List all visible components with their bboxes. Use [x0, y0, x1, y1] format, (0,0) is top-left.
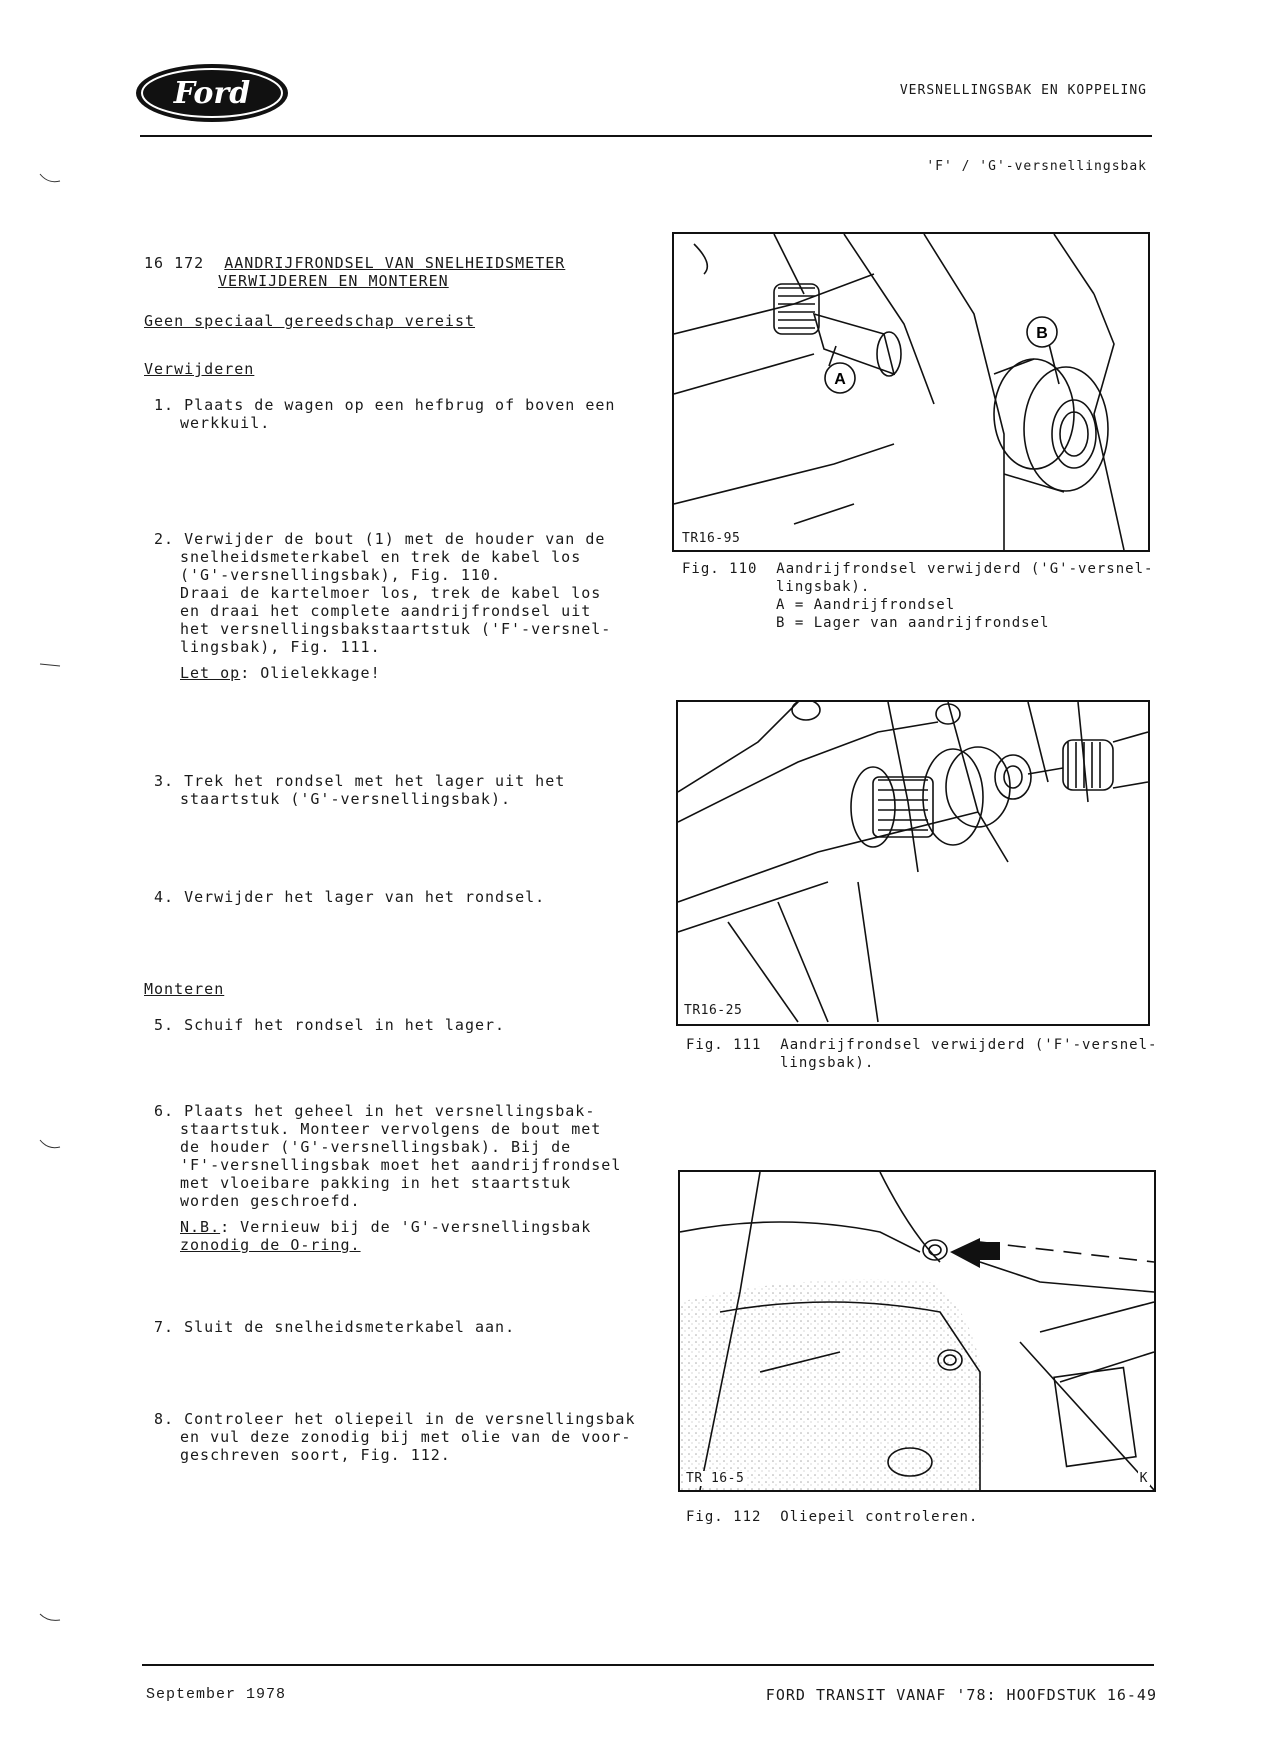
- step-number: 6.: [154, 1102, 175, 1120]
- logo-text: Ford: [173, 76, 251, 111]
- subsection-title: 'F' / 'G'-versnellingsbak: [926, 159, 1147, 174]
- figure-code: TR 16-5: [686, 1471, 745, 1486]
- scan-mark: [38, 658, 62, 670]
- section-title: VERSNELLINGSBAK EN KOPPELING: [899, 83, 1147, 98]
- figure-code: TR16-25: [684, 1003, 743, 1018]
- caution-text: : Olielekkage!: [240, 664, 381, 682]
- step-line: de houder ('G'-versnellingsbak). Bij de: [180, 1138, 572, 1156]
- caption-line: B = Lager van aandrijfrondsel: [776, 615, 1050, 631]
- step-5: [154, 1016, 505, 1034]
- callout-a: A: [834, 371, 846, 388]
- step-line: Verwijder het lager van het rondsel.: [184, 888, 546, 906]
- caption-line: Oliepeil controleren.: [780, 1509, 979, 1525]
- note-label: N.B.: [180, 1218, 221, 1236]
- footer-reference: FORD TRANSIT VANAF '78: HOOFDSTUK 16-49: [765, 1686, 1157, 1704]
- step-number: 1.: [154, 396, 175, 414]
- note-text: zonodig de O-ring.: [180, 1236, 361, 1254]
- step-line: het versnellingsbakstaartstuk ('F'-versnel-: [180, 620, 612, 638]
- callout-b: B: [1036, 325, 1048, 342]
- step-line: Sluit de snelheidsmeterkabel aan.: [184, 1318, 516, 1336]
- caption-line: Aandrijfrondsel verwijderd ('F'-versnel-: [780, 1037, 1158, 1053]
- step-line: Draai de kartelmoer los, trek de kabel los: [180, 584, 602, 602]
- step-line: met vloeibare pakking in het staartstuk: [180, 1174, 572, 1192]
- step-number: 4.: [154, 888, 175, 906]
- step-line: 'F'-versnellingsbak moet het aandrijfrondsel: [180, 1156, 622, 1174]
- tools-note: Geen speciaal gereedschap vereist: [144, 312, 476, 330]
- step-7: [154, 1318, 515, 1336]
- heading-number: 16 172: [144, 254, 205, 272]
- step-6: [154, 1102, 621, 1254]
- figure-corner-mark: K: [1139, 1471, 1148, 1486]
- heading-line1: AANDRIJFRONDSEL VAN SNELHEIDSMETER: [224, 254, 566, 272]
- figure-111-illustration: [676, 700, 1150, 1026]
- figure-label: Fig. 112: [686, 1509, 762, 1525]
- heading-line2: VERWIJDEREN EN MONTEREN: [218, 272, 449, 290]
- step-line: Plaats de wagen op een hefbrug of boven een: [184, 396, 616, 414]
- figure-label: Fig. 110: [682, 561, 758, 577]
- step-2: [154, 530, 611, 682]
- figure-112-caption: [686, 1508, 978, 1526]
- procedure-heading: [144, 254, 565, 290]
- step-number: 3.: [154, 772, 175, 790]
- caution-note: [154, 664, 611, 682]
- figure-110-caption: [682, 560, 1153, 632]
- caution-label: Let op: [180, 664, 241, 682]
- step-line: en draai het complete aandrijfrondsel uit: [180, 602, 592, 620]
- step-line: ('G'-versnellingsbak), Fig. 110.: [180, 566, 501, 584]
- step-number: 5.: [154, 1016, 175, 1034]
- step-line: en vul deze zonodig bij met olie van de voor-: [180, 1428, 632, 1446]
- note-nb: [154, 1218, 621, 1236]
- note-text: : Vernieuw bij de 'G'-versnellingsbak: [220, 1218, 592, 1236]
- step-line: lingsbak), Fig. 111.: [180, 638, 381, 656]
- fitting-title: Monteren: [144, 980, 225, 998]
- step-line: worden geschroefd.: [180, 1192, 361, 1210]
- step-number: 8.: [154, 1410, 175, 1428]
- caption-line: lingsbak).: [776, 579, 871, 595]
- figure-111-caption: [686, 1036, 1157, 1072]
- step-line: Controleer het oliepeil in de versnellingsbak: [184, 1410, 636, 1428]
- step-line: staartstuk. Monteer vervolgens de bout met: [180, 1120, 602, 1138]
- step-line: Schuif het rondsel in het lager.: [184, 1016, 506, 1034]
- step-number: 2.: [154, 530, 175, 548]
- scan-mark: [38, 172, 62, 184]
- step-line: snelheidsmeterkabel en trek de kabel los: [180, 548, 582, 566]
- step-line: werkkuil.: [180, 414, 271, 432]
- figure-label: Fig. 111: [686, 1037, 762, 1053]
- step-number: 7.: [154, 1318, 175, 1336]
- removal-title: Verwijderen: [144, 360, 255, 378]
- header-rule: [140, 135, 1152, 137]
- figure-110-illustration: [672, 232, 1150, 552]
- step-1: [154, 396, 615, 432]
- scan-mark: [38, 1612, 62, 1624]
- step-line: geschreven soort, Fig. 112.: [180, 1446, 451, 1464]
- footer-date: September 1978: [146, 1686, 287, 1703]
- figure-112-illustration: [678, 1170, 1156, 1492]
- step-line: Verwijder de bout (1) met de houder van de: [184, 530, 606, 548]
- ford-logo: [134, 62, 290, 124]
- step-8: [154, 1410, 635, 1464]
- step-line: staartstuk ('G'-versnellingsbak).: [180, 790, 512, 808]
- caption-line: A = Aandrijfrondsel: [776, 597, 956, 613]
- caption-line: lingsbak).: [780, 1055, 875, 1071]
- figure-code: TR16-95: [682, 531, 741, 546]
- step-line: Trek het rondsel met het lager uit het: [184, 772, 566, 790]
- caption-line: Aandrijfrondsel verwijderd ('G'-versnel-: [776, 561, 1154, 577]
- footer-rule: [142, 1664, 1154, 1666]
- step-3: [154, 772, 565, 808]
- step-line: Plaats het geheel in het versnellingsbak-: [184, 1102, 596, 1120]
- scan-mark: [38, 1138, 62, 1150]
- step-4: [154, 888, 545, 906]
